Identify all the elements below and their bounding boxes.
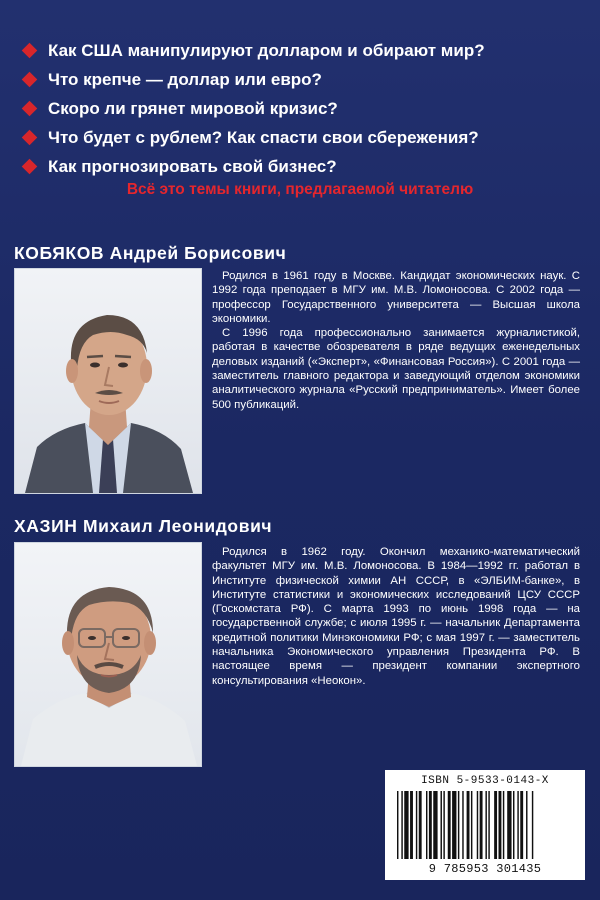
barcode-bar [458, 791, 459, 859]
barcode-bar [467, 791, 470, 859]
bio-paragraph: Родился в 1961 году в Москве. Кандидат экономических наук. С 1992 года преподает в МГУ им. М.В. Ломоносова. С 2002 года — профессор Государственного университета — Высшая школа экономики. [212, 270, 580, 325]
author-photo-khazin [14, 542, 202, 767]
bio-paragraph: С 1996 года профессионально занимается журналистикой, работая в качестве обозревателя в ряде ведущих еженедельных деловых изданий («Эксперт», «Финансовая Россия»). С 2001 года — заместитель главного редактора и заведующий отделом экономики аналитического журнала «Русский предприниматель». Имеет более 500 публикаций. [212, 327, 580, 411]
portrait-illustration [15, 543, 201, 766]
barcode-bar [397, 791, 398, 859]
barcode-bar [499, 791, 502, 859]
barcode-bar [494, 791, 497, 859]
barcode-bar [526, 791, 527, 859]
barcode-bar [520, 791, 523, 859]
barcode-bar [462, 791, 463, 859]
author-name-kobyakov: КОБЯКОВ Андрей Борисович [14, 243, 287, 263]
barcode-bar [401, 791, 402, 859]
question-item: Как прогнозировать свой бизнес? [22, 152, 592, 181]
red-diamond-icon [22, 72, 38, 88]
question-item: Что крепче — доллар или евро? [22, 65, 592, 94]
barcode-bar [416, 791, 417, 859]
question-list [22, 36, 592, 181]
barcode-bar [507, 791, 511, 859]
barcode-bar [443, 791, 444, 859]
barcode-bar [485, 791, 486, 859]
bio-paragraph: Родился в 1962 году. Окончил механико-математический факультет МГУ им. М.В. Ломоносова. В 1984—1992 гг. работал в Институте физической химии АН СССР, в «ЭЛБИМ-банке», в Институте статистики и экономических исследований ЦСУ СССР (Госкомстата РФ). С марта 1993 по июнь 1998 года — на государственной службе; с июля 1995 г. — начальник Департамента кредитной политики Минэкономики РФ; с мая 1997 г. — заместитель начальника Экономического управления Президента РФ. В настоящее время — президент компании экспертного консультирования «Неокон». [212, 546, 580, 687]
barcode-bar [471, 791, 472, 859]
ean-number: 9 785953 301435 [428, 862, 542, 876]
author-bio-kobyakov [212, 269, 580, 412]
author-bio-khazin [212, 545, 580, 688]
portrait-illustration [15, 269, 201, 493]
barcode-bar [441, 791, 442, 859]
red-diamond-icon [22, 130, 38, 146]
barcode-block [385, 770, 585, 880]
isbn-number: ISBN 5-9533-0143-X [421, 775, 549, 787]
barcode-bar [452, 791, 456, 859]
barcode-bar [426, 791, 427, 859]
barcode-bar [480, 791, 483, 859]
topics-line: Всё это темы книги, предлагаемой читателю [126, 181, 474, 198]
barcode-bar [532, 791, 533, 859]
question-item: Что будет с рублем? Как спасти свои сбережения? [22, 123, 592, 152]
barcode-bar [477, 791, 478, 859]
question-item: Как США манипулируют долларом и обирают мир? [22, 36, 592, 65]
barcode-bar [488, 791, 489, 859]
barcode-bar [419, 791, 422, 859]
barcode-bar [517, 791, 518, 859]
barcode-bar [513, 791, 514, 859]
barcode-bar [429, 791, 432, 859]
red-diamond-icon [22, 101, 38, 117]
barcode-bar [404, 791, 408, 859]
barcode-bar [448, 791, 451, 859]
barcode-bar [433, 791, 437, 859]
barcode-bar [410, 791, 413, 859]
red-diamond-icon [22, 43, 38, 59]
barcode-bar [503, 791, 504, 859]
barcode-icon [395, 791, 575, 861]
author-name-khazin: ХАЗИН Михаил Леонидович [14, 516, 273, 536]
author-photo-kobyakov [14, 268, 202, 494]
question-item: Скоро ли грянет мировой кризис? [22, 94, 592, 123]
red-diamond-icon [22, 159, 38, 175]
